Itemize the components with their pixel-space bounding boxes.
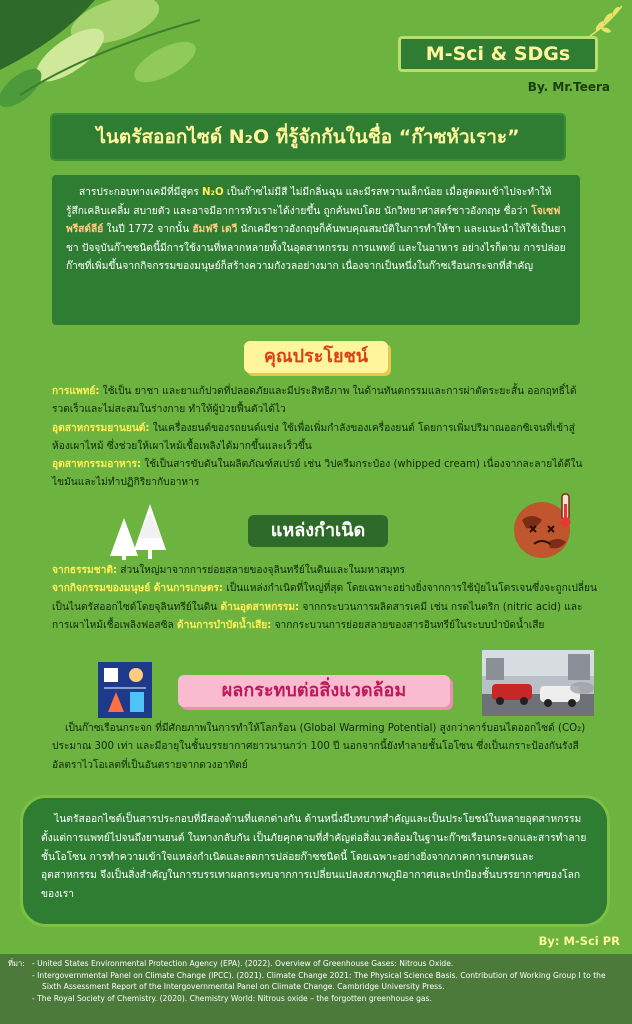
intro-text: สารประกอบทางเคมีที่มีสูตร N₂O เป็นก๊าซไม่มีสี ไม่มีกลิ่นฉุน และมีรสหวานเล็กน้อย เมื่อสูดดมเข้าไปจะทำให้รู้สึกเคลิบเคลิ้ม สบายตัว และอาจมีอาการหัวเราะได้ง่ายขึ้น ถูกค้นพบโดย นักวิทยาศาสตร์ชาวอังกฤษ ชื่อว่า โจเซฟ พรีสต์ลีย์ ในปี 1772 จากนั้น ฮัมฟรี เดวี นักเคมีชาวอังกฤษก็ค้นพบคุณสมบัติในการทำให้ชา และแนะนำให้ใช้เป็นยาชา ปัจจุบันก๊าซชนิดนี้มีการใช้งานที่หลากหลายทั้งในอุตสาหกรรม การแพทย์ และในอาหาร อย่างไรก็ตาม การปล่อยก๊าซที่เพิ่มขึ้นจากกิจกรรมของมนุษย์ก็สร้างความกังวลอย่างมาก เนื่องจากเป็นหนึ่งในก๊าซเรือนกระจกที่สำคัญ [66,187,567,272]
lab-icons-icon [98,662,152,718]
summary-text: ไนตรัสออกไซด์เป็นสารประกอบที่มีสองด้านที่แตกต่างกัน ด้านหนึ่งมีบทบาทสำคัญและเป็นประโยชน์ในหลายอุตสาหกรรม ตั้งแต่การแพทย์ไปจนถึงยานยนต์ ในทางกลับกัน เป็นภัยคุกคามที่สำคัญต่อสิ่งแวดล้อมในฐานะก๊าซเรือนกระจกและสารทำลายชั้นโอโซน การทำความเข้าใจแหล่งกำเนิดและลดการปล่อยก๊าซชนิดนี้ โดยเฉพาะอย่างยิ่งจากภาคการเกษตรและอุตสาหกรรม จึงเป็นสิ่งสำคัญในการบรรเทาผลกระทบจากการเปลี่ยนแปลงสภาพภูมิอากาศและปกป้องชั้นบรรยากาศของโลกของเรา [41,813,587,901]
formula: N₂O [201,187,224,198]
intro-box [52,175,580,325]
impact-text: เป็นก๊าซเรือนกระจก ที่มีศักยภาพในการทำให้โลกร้อน (Global Warming Potential) สูงกว่าคาร์บอนไดออกไซด์ (CO₂) ประมาณ 300 เท่า และมีอายุในชั้นบรรยากาศยาวนานกว่า 100 ปี นอกจากนี้ยังทำลายชั้นโอโซน ซึ่งเป็นเกราะป้องกันรังสีอัลตราไวโอเลตที่เป็นอันตรายจากดวงอาทิตย์ [52,723,586,771]
references-label: ที่มา: [8,959,25,968]
pine-trees-icon [108,502,170,560]
byline: By. Mr.Teera [527,80,610,94]
page-title: ไนตรัสออกไซด์ N₂O ที่รู้จักกันในชื่อ “ก๊าซหัวเราะ” [52,115,564,159]
traffic-photo-icon [482,650,594,716]
leaves-decoration-icon [0,0,230,110]
sources-heading: แหล่งกำเนิด [248,515,388,547]
references [0,954,632,1024]
summary-box [20,795,610,927]
impact-heading: ผลกระทบต่อสิ่งแวดล้อม [178,675,450,707]
references-list [32,958,624,1004]
author-credit: By: M-Sci PR [538,934,620,948]
list-item: การแพทย์: ใช้เป็น ยาชา และยาแก้ปวดที่ปลอดภัยและมีประสิทธิภาพ ในด้านทันตกรรมและการผ่าตัดระยะสั้น ออกฤทธิ์ได้รวดเร็วและไม่สะสมในร่างกาย ทำให้ผู้ป่วยฟื้นตัวได้ไว [52,386,577,416]
benefits-heading: คุณประโยชน์ [244,341,388,373]
list-item: อุตสาหกรรมอาหาร: ใช้เป็นสารขับดันในผลิตภัณฑ์สเปรย์ เช่น วิปครีมกระป๋อง (whipped cream) เนื่องจากละลายได้ดีในไขมันและไม่ทำปฏิกิริยากับอาหาร [52,459,583,489]
person-name: ฮัมฟรี เดวี [192,224,238,235]
sprig-decoration-icon [586,4,626,38]
reference-item: - Intergovernmental Panel on Climate Change (IPCC). (2021). Climate Change 2021: The Physical Science Basis. Contribution of Working Group I to the Sixth Assessment Report of the Intergovernmental Panel on Climate Change. Cambridge University Press. [32,970,606,992]
brand-badge: M-Sci & SDGs [398,36,598,72]
sad-earth-icon [508,490,580,562]
list-item: อุตสาหกรรมยานยนต์: ในเครื่องยนต์ของรถยนต์แข่ง ใช้เพื่อเพิ่มกำลังของเครื่องยนต์ โดยการเพิ่มปริมาณออกซิเจนที่เข้าสู่ห้องเผาไหม้ ซึ่งช่วยให้เผาไหม้เชื้อเพลิงได้มากขึ้นและเร็วขึ้น [52,422,575,452]
benefits-list [52,383,592,493]
reference-item: - The Royal Society of Chemistry. (2020). Chemistry World: Nitrous oxide – the forgotten greenhouse gas. [32,993,432,1003]
sources-text: จากธรรมชาติ: ส่วนใหญ่มาจากการย่อยสลายของจุลินทรีย์ในดินและในมหาสมุทร จากกิจกรรมของมนุษย์ ด้านการเกษตร: เป็นแหล่งกำเนิดที่ใหญ่ที่สุด โดยเฉพาะอย่างยิ่งจากการใช้ปุ๋ยไนโตรเจนซึ่งจะถูกเปลี่ยนเป็นไนตรัสออกไซด์โดยจุลินทรีย์ในดิน ด้านอุตสาหกรรม: จากกระบวนการผลิตสารเคมี เช่น กรดไนตริก (nitric acid) และการเผาไหม้เชื้อเพลิงฟอสซิล ด้านการบำบัดน้ำเสีย: จากกระบวนการย่อยสลายของสารอินทรีย์ในระบบบำบัดน้ำเสีย [52,565,597,631]
reference-item: - United States Environmental Protection Agency (EPA). (2022). Overview of Greenhouse Gases: Nitrous Oxide. [32,959,454,968]
person-name: โจเซฟ พรีสต์ลีย์ [66,205,561,235]
